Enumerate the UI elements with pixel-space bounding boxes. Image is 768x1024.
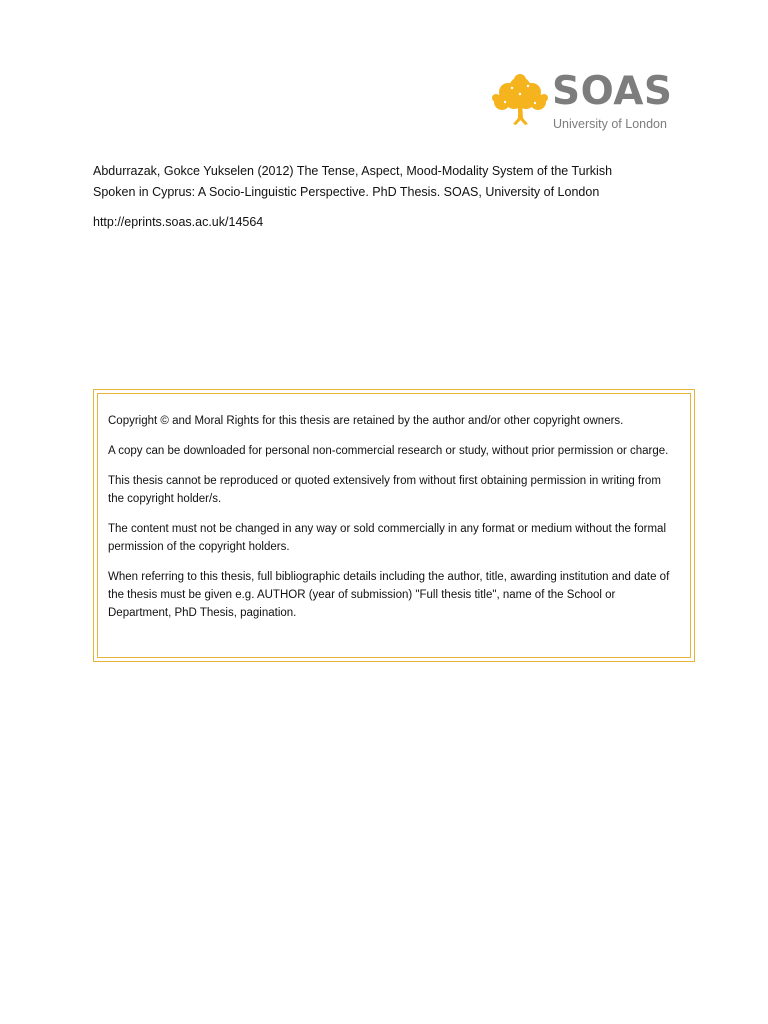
citation-line-1: Abdurrazak, Gokce Yukselen (2012) The Tense, Aspect, Mood-Modality System of the Turkish [93,164,613,178]
copyright-notice-box [93,389,695,662]
tree-logo-icon [490,72,550,132]
logo-subtitle: University of London [553,117,667,131]
notice-paragraph-content: The content must not be changed in any way or sold commercially in any format or medium without the formal permission of the copyright holders. [108,523,667,553]
notice-paragraph-copyright: Copyright © and Moral Rights for this thesis are retained by the author and/or other copyright owners. [108,415,624,427]
soas-logo [490,69,680,134]
copyright-notice-inner [97,393,691,658]
citation-text [93,161,653,203]
notice-paragraph-reproduction: This thesis cannot be reproduced or quoted extensively from without first obtaining permission in writing from the copyright holder/s. [108,475,661,505]
notice-paragraph-referencing: When referring to this thesis, full bibliographic details including the author, title, awarding institution and date of the thesis must be given e.g. AUTHOR (year of submission) "Full thesis title", name of the School or Department, PhD Thesis, pagination. [108,571,670,619]
notice-paragraph-download: A copy can be downloaded for personal non-commercial research or study, without prior permission or charge. [108,445,669,457]
logo-wordmark: SOAS [552,69,673,114]
citation-line-2: Spoken in Cyprus: A Socio-Linguistic Perspective. PhD Thesis. SOAS, University of London [93,185,600,199]
eprint-url[interactable]: http://eprints.soas.ac.uk/14564 [93,215,264,229]
